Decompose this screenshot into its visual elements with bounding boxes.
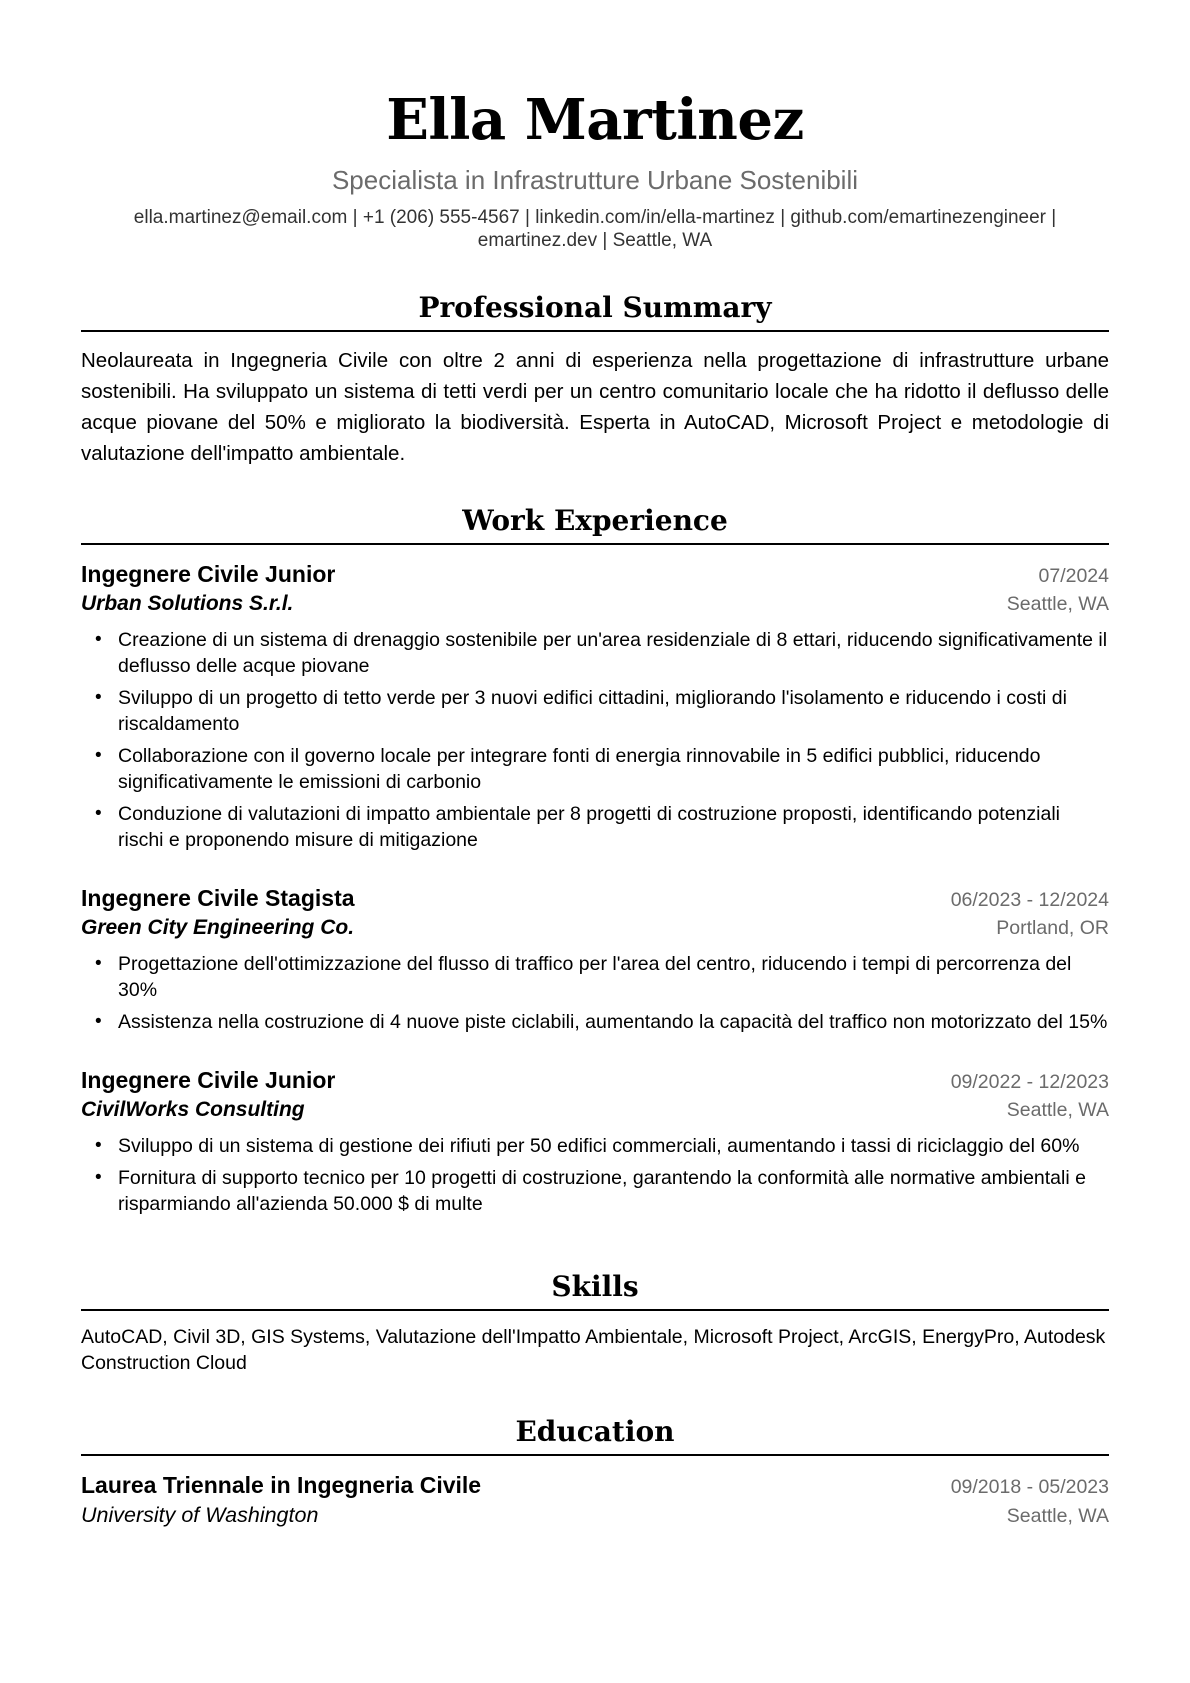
contact-line-2: emartinez.dev | Seattle, WA <box>477 230 713 251</box>
job-bullets <box>81 951 1109 1035</box>
education-location: Seattle, WA <box>1006 1505 1109 1527</box>
skills-section <box>81 1269 1109 1376</box>
experience-section <box>81 503 1109 1217</box>
summary-section <box>81 290 1109 469</box>
job-dates: 09/2022 - 12/2023 <box>950 1071 1109 1093</box>
candidate-headline: Specialista in Infrastrutture Urbane Sostenibili <box>331 165 859 195</box>
job-location: Seattle, WA <box>1006 1099 1109 1121</box>
experience-heading: Work Experience <box>81 503 1109 545</box>
company-name: Urban Solutions S.r.l. <box>81 592 294 615</box>
bullet-item: • Assistenza nella costruzione di 4 nuove piste ciclabili, aumentando la capacità del traffico non motorizzato del 15% <box>81 1009 1109 1035</box>
bullet-item: • Progettazione dell'ottimizzazione del flusso di traffico per l'area del centro, riducendo i tempi di percorrenza del 30% <box>81 951 1109 1003</box>
job-dates: 07/2024 <box>1038 565 1109 587</box>
bullet-item: • Collaborazione con il governo locale per integrare fonti di energia rinnovabile in 5 edifici pubblici, riducendo significativamente le emissioni di carbonio <box>81 743 1109 795</box>
job-location: Portland, OR <box>996 917 1109 939</box>
job-title: Ingegnere Civile Junior <box>81 561 336 587</box>
job-dates: 06/2023 - 12/2024 <box>950 889 1109 911</box>
job-title: Ingegnere Civile Junior <box>81 1067 336 1093</box>
summary-heading: Professional Summary <box>81 290 1109 332</box>
bullet-item: • Creazione di un sistema di drenaggio sostenibile per un'area residenziale di 8 ettari, riducendo significativamente il deflusso delle acque piovane <box>81 627 1109 679</box>
job-entry <box>81 883 1109 1035</box>
school-name: University of Washington <box>81 1503 319 1527</box>
education-entry <box>81 1470 1109 1530</box>
contact-line-1: ella.martinez@email.com | +1 (206) 555-4567 | linkedin.com/in/ella-martinez | github.com/emartinezengineer | <box>133 207 1057 228</box>
education-section <box>81 1414 1109 1530</box>
company-name: Green City Engineering Co. <box>81 916 355 939</box>
bullet-item: • Fornitura di supporto tecnico per 10 progetti di costruzione, garantendo la conformità alle normative ambientali e risparmiando all'azienda 50.000 $ di multe <box>81 1165 1109 1217</box>
bullet-item: • Sviluppo di un sistema di gestione dei rifiuti per 50 edifici commerciali, aumentando i tassi di riciclaggio del 60% <box>81 1133 1109 1159</box>
skills-list: AutoCAD, Civil 3D, GIS Systems, Valutazione dell'Impatto Ambientale, Microsoft Project, ArcGIS, EnergyPro, Autodesk Construction Cloud <box>81 1326 1106 1374</box>
job-title: Ingegnere Civile Stagista <box>81 885 355 911</box>
job-location: Seattle, WA <box>1006 593 1109 615</box>
bullet-item: • Conduzione di valutazioni di impatto ambientale per 8 progetti di costruzione proposti, identificando potenziali rischi e proponendo misure di mitigazione <box>81 801 1109 853</box>
job-entry <box>81 559 1109 853</box>
candidate-name: Ella Martinez <box>386 87 804 153</box>
skills-heading: Skills <box>81 1269 1109 1311</box>
education-dates: 09/2018 - 05/2023 <box>950 1476 1109 1498</box>
degree-title: Laurea Triennale in Ingegneria Civile <box>81 1472 482 1498</box>
contact-info <box>81 206 1109 252</box>
job-bullets <box>81 1133 1109 1217</box>
education-heading: Education <box>81 1414 1109 1456</box>
company-name: CivilWorks Consulting <box>81 1098 305 1121</box>
job-entry <box>81 1065 1109 1217</box>
summary-text: Neolaureata in Ingegneria Civile con oltre 2 anni di esperienza nella progettazione di infrastrutture urbane sostenibili. Ha sviluppato un sistema di tetti verdi per un centro comunitario locale che ha ridotto il deflusso delle acque piovane del 50% e migliorato la biodiversità. Esperta in AutoCAD, Microsoft Project e metodologie di valutazione dell'impatto ambientale. <box>81 349 1109 465</box>
bullet-item: • Sviluppo di un progetto di tetto verde per 3 nuovi edifici cittadini, migliorando l'isolamento e riducendo i costi di riscaldamento <box>81 685 1109 737</box>
job-bullets <box>81 627 1109 853</box>
